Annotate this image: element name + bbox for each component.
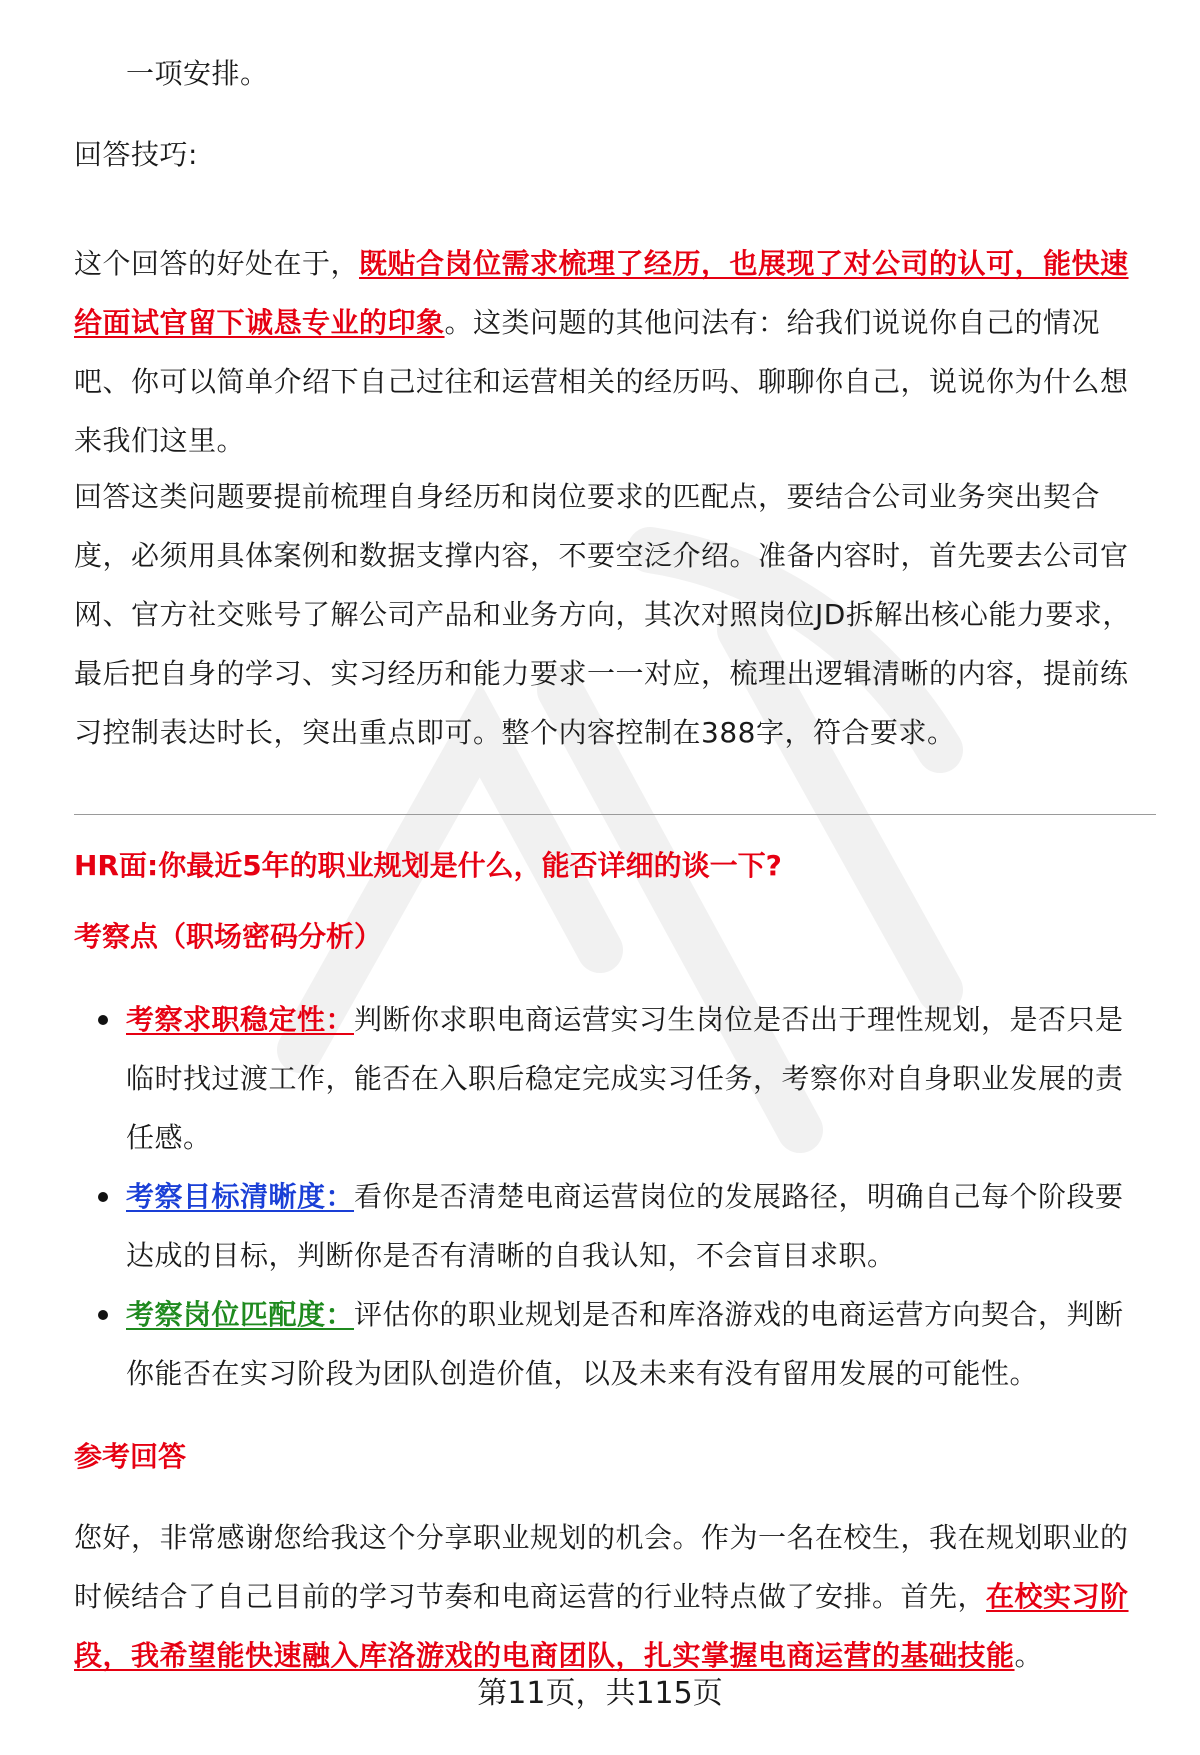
tips-label: 回答技巧: (74, 138, 198, 171)
hr-question-heading: HR面:你最近5年的职业规划是什么，能否详细的谈一下? (74, 849, 782, 882)
bullet-label: 考察岗位匹配度： (126, 1298, 355, 1331)
bullet-text: 看你是否清楚电商运营岗位的发展路径，明确自己每个阶段要达成的目标，判断你是否有清晰的自我认知，不会盲目求职。 (126, 1180, 1124, 1272)
tips-paragraph-2: 回答这类问题要提前梳理自身经历和岗位要求的匹配点，要结合公司业务突出契合度，必须用具体案例和数据支撑内容，不要空泛介绍。准备内容时，首先要去公司官网、官方社交账号了解公司产品和业务方向，其次对照岗位JD拆解出核心能力要求，最后把自身的学习、实习经历和能力要求一一对应，梳理出逻辑清晰的内容，提前练习控制表达时长，突出重点即可。整个内容控制在388字，符合要求。 (74, 480, 1131, 749)
tips-p1-before: 这个回答的好处在于， (74, 247, 360, 280)
page-number-footer: 第11页，共115页 (477, 1676, 723, 1711)
tips-p1-highlight: 既贴合岗位需求梳理了经历，也展现了对公司的认可，能快速给面试官留下诚恳专业的印象 (74, 247, 1129, 339)
section-divider (74, 814, 1156, 815)
tips-p1-after: 。这类问题的其他问法有：给我们说说你自己的情况吧、你可以简单介绍下自己过往和运营相关的经历吗、聊聊你自己，说说你为什么想来我们这里。 (74, 306, 1129, 457)
reference-answer-heading: 参考回答 (74, 1440, 187, 1473)
answer-highlight: 在校实习阶段，我希望能快速融入库洛游戏的电商团队，扎实掌握电商运营的基础技能 (74, 1580, 1129, 1672)
bullet-item-match (126, 1285, 1146, 1403)
bullet-label: 考察目标清晰度： (126, 1180, 355, 1213)
bullet-item-clarity (126, 1167, 1146, 1285)
answer-before: 您好，非常感谢您给我这个分享职业规划的机会。作为一名在校生，我在规划职业的时候结合了自己目前的学习节奏和电商运营的行业特点做了安排。首先， (74, 1521, 1129, 1613)
bullet-dot-icon (98, 1310, 108, 1320)
analysis-bullet-list (126, 990, 1146, 1403)
continuation-text: 一项安排。 (126, 57, 269, 90)
bullet-label: 考察求职稳定性： (126, 1003, 355, 1036)
analysis-heading: 考察点（职场密码分析） (74, 920, 383, 953)
bullet-dot-icon (98, 1192, 108, 1202)
tips-paragraph-1 (74, 234, 1150, 470)
bullet-text: 评估你的职业规划是否和库洛游戏的电商运营方向契合，判断你能否在实习阶段为团队创造价值，以及未来有没有留用发展的可能性。 (126, 1298, 1124, 1390)
bullet-dot-icon (98, 1015, 108, 1025)
bullet-text: 判断你求职电商运营实习生岗位是否出于理性规划，是否只是临时找过渡工作，能否在入职后稳定完成实习任务，考察你对自身职业发展的责任感。 (126, 1003, 1124, 1154)
reference-answer-paragraph (74, 1508, 1150, 1685)
bullet-item-stability (126, 990, 1146, 1167)
answer-after: 。 (1014, 1639, 1044, 1672)
